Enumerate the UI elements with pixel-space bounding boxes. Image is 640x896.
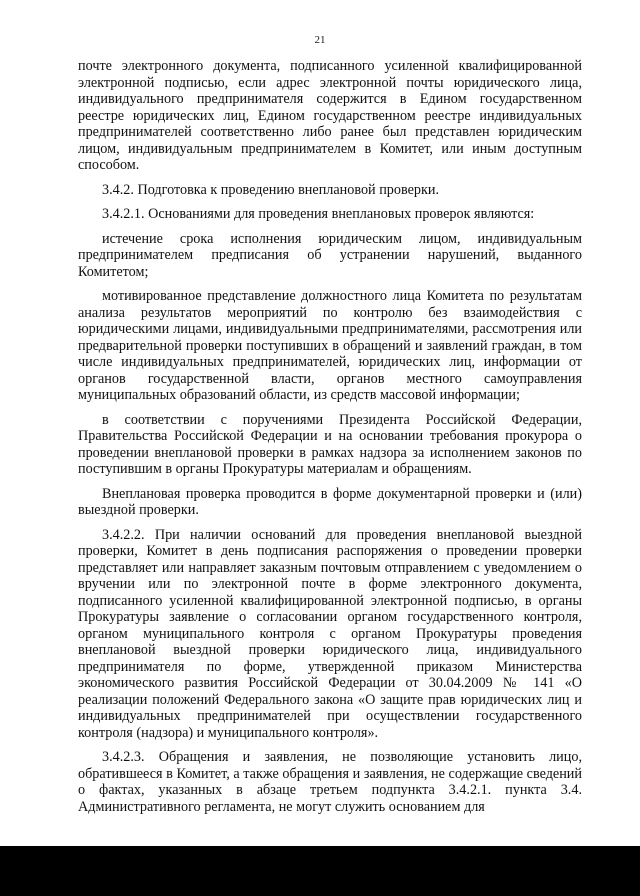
page-number: 21 [314,34,326,46]
paragraph-ground-1: истечение срока исполнения юридическим лицом, индивидуальным предпринимателем предписания об устранении нарушений, выданного Комитетом; [78,230,582,280]
paragraph-3-4-2-1: 3.4.2.1. Основаниями для проведения внеплановых проверок являются: [102,206,535,222]
paragraph-inspection-form: Внеплановая проверка проводится в форме документарной проверки и (или) выездной проверки. [78,485,582,518]
paragraph-3-4-2-heading: 3.4.2. Подготовка к проведению внеплановой проверки. [102,181,440,198]
paragraph-continuation: почте электронного документа, подписанного усиленной квалифицированной электронной подписью, если адрес электронной почты юридического лица, индивидуального предпринимателя содержится в Едином государственном реестре юридических лиц, Едином государственном реестре индивидуальных предпринимателей соответственно либо ранее был представлен юридическим лицом, индивидуальным предпринимателем в Комитет, или иным доступным способом. [78,58,582,173]
scan-bottom-edge [0,846,640,896]
paragraph-3-4-2-3: 3.4.2.3. Обращения и заявления, не позволяющие установить лицо, обратившееся в Комитет, а также обращения и заявления, не содержащие сведений о фактах, указанных в абзаце третьем подпункта 3.4.2.1. пункта 3.4. Административного регламента, не могут служить основанием для [78,749,582,815]
document-body [78,58,582,815]
paragraph-ground-3: в соответствии с поручениями Президента Российской Федерации, Правительства Российской Федерации и на основании требования прокурора о проведении внеплановой проверки в рамках надзора за исполнением законов по поступившим в органы Прокуратуры материалам и обращениям. [78,411,582,477]
paragraph-3-4-2-2: 3.4.2.2. При наличии оснований для проведения внеплановой выездной проверки, Комитет в день подписания распоряжения о проведении проверки представляет или направляет заказным почтовым отправлением с уведомлением о вручении или по электронной почте в форме электронного документа, подписанного усиленной квалифицированной электронной подписью, в органы Прокуратуры заявление о согласовании органом государственного контроля, органом муниципального контроля с органом Прокуратуры проведения внеплановой выездной проверки юридического лица, индивидуального предпринимателя по форме, утвержденной приказом Министерства экономического развития Российской Федерации от 30.04.2009 № 141 «О реализации положений Федерального закона «О защите прав юридических лиц и индивидуальных предпринимателей при осуществлении государственного контроля (надзора) и муниципального контроля». [78,526,582,741]
paragraph-ground-2: мотивированное представление должностного лица Комитета по результатам анализа результатов мероприятий по контролю без взаимодействия с юридическими лицами, индивидуальными предпринимателями, рассмотрения или предварительной проверки поступивших в обращений и заявлений граждан, в том числе индивидуальных предпринимателей, юридических лиц, информации от органов государственной власти, органов местного самоуправления муниципальных образований области, из средств массовой информации; [78,288,582,403]
